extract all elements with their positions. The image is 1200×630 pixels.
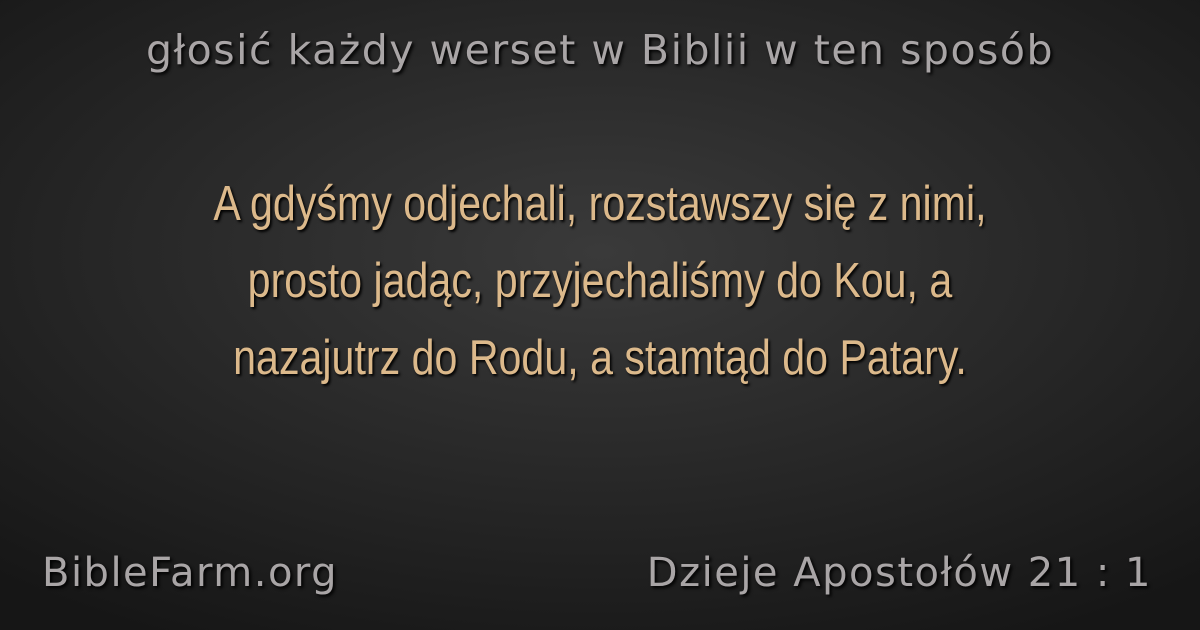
verse-line: nazajutrz do Rodu, a stamtąd do Patary. xyxy=(233,331,967,385)
verse-line: A gdyśmy odjechali, rozstawszy się z nimi, xyxy=(213,177,987,231)
verse-line: prosto jadąc, przyjechaliśmy do Kou, a xyxy=(247,254,953,308)
site-name: BibleFarm.org xyxy=(42,550,339,596)
verse-text xyxy=(130,166,1071,397)
verse-reference: Dzieje Apostołów 21 : 1 xyxy=(646,550,1152,596)
tagline: głosić każdy werset w Biblii w ten sposób xyxy=(145,26,1055,74)
